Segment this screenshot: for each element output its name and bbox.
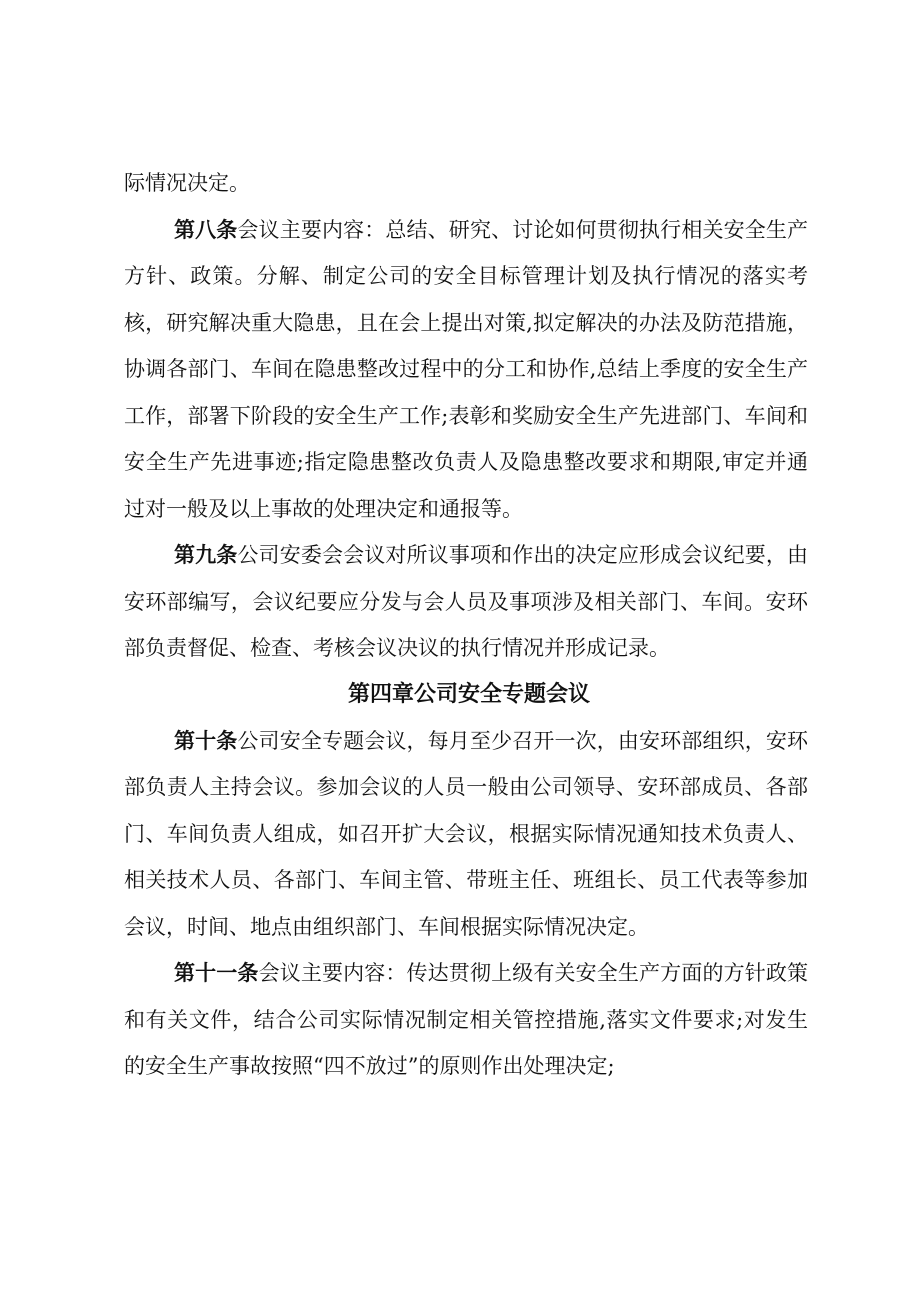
article-10-paragraph (124, 718, 808, 951)
chapter-4-heading: 第四章公司安全专题会议 (347, 681, 590, 707)
article-10-label: 第十条 (174, 728, 238, 753)
article-8-paragraph (124, 207, 808, 533)
article-8-label: 第八条 (174, 217, 238, 242)
article-9-text: 公司安委会会议对所议事项和作出的决定应形成会议纪要，由安环部编写，会议纪要应分发与会人员及事项涉及相关部门、车间。安环部负责督促、检查、考核会议决议的执行情况并形成记录。 (124, 543, 809, 660)
article-9-label: 第九条 (174, 543, 238, 567)
article-10-text: 公司安全专题会议，每月至少召开一次，由安环部组织，安环部负责人主持会议。参加会议的人员一般由公司领导、安环部成员、各部门、车间负责人组成，如召开扩大会议，根据实际情况通知技术负责人、相关技术人员、各部门、车间主管、带班主任、班组长、员工代表等参加会议，时间、地点由组织部门、车间根据实际情况决定。 (124, 728, 809, 939)
article-11-text: 会议主要内容：传达贯彻上级有关安全生产方面的方针政策和有关文件，结合公司实际情况制定相关管控措施,落实文件要求;对发生的安全生产事故按照“四不放过”的原则作出处理决定; (124, 961, 809, 1078)
article-11-paragraph (124, 950, 808, 1090)
article-11-label: 第十一条 (174, 961, 259, 985)
continued-paragraph (124, 160, 808, 207)
article-9-paragraph (124, 532, 808, 672)
document-body (124, 160, 808, 1090)
continued-text: 际情况决定。 (124, 171, 250, 195)
article-8-text: 会议主要内容：总结、研究、讨论如何贯彻执行相关安全生产方针、政策。分解、制定公司的安全目标管理计划及执行情况的落实考核，研究解决重大隐患，且在会上提出对策,拟定解决的办法及防范措施，协调各部门、车间在隐患整改过程中的分工和协作,总结上季度的安全生产工作，部署下阶段的安全生产工作;表彰和奖励安全生产先进部门、车间和安全生产先进事迹;指定隐患整改负责人及隐患整改要求和期限,审定并通过对一般及以上事故的处理决定和通报等。 (124, 217, 809, 521)
